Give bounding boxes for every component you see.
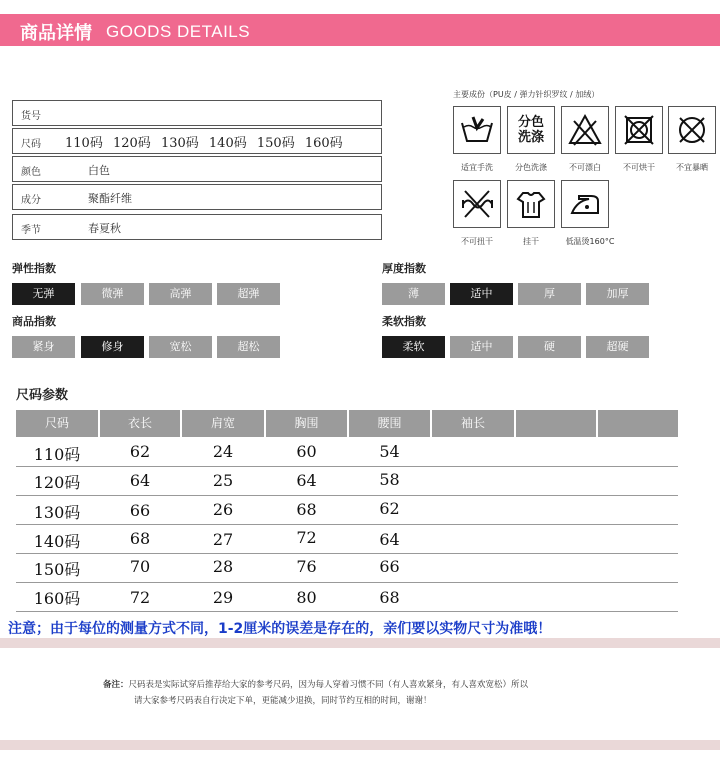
table-header-cell [516,410,596,437]
footnote-text-1: 尺码表是实际试穿后推荐给大家的参考尺码，因为每人穿着习惯不同（有人喜欢紧身，有人喜欢宽松）所以 [128,680,529,690]
table-cell: 29 [212,588,234,607]
table-cell: 66 [129,501,151,520]
separate-wash-icon [507,106,555,154]
table-header-cell [598,410,678,437]
info-row-size [12,128,382,154]
softness-option: 超硬 [586,336,649,358]
table-cell: 64 [296,471,317,490]
size-item: 160码 [304,136,343,151]
size-item: 110码 [65,136,103,151]
care-label: 分色洗涤 [515,163,547,172]
hand-wash-icon [453,106,501,154]
table-cell: 130码 [33,503,81,522]
table-cell: 54 [379,442,400,461]
info-row-season [12,214,382,240]
table-row-divider [16,524,678,525]
table-cell: 28 [212,557,234,576]
table-header-cell: 袖长 [432,410,514,437]
care-label: 不可扭干 [461,237,493,246]
fit-option: 修身 [81,336,144,358]
no-dry-clean-icon [668,106,716,154]
care-label: 低温烫160°C [565,237,615,246]
care-title: 主要成份（PU皮 / 弹力针织罗纹 / 加绒） [453,90,600,99]
separate-wash-text: 分色洗涤 [517,115,544,145]
material-label: 成分 [21,195,41,206]
size-table-title: 尺码参数 [16,388,69,403]
table-header-cell: 腰围 [349,410,430,437]
table-cell: 66 [379,557,400,576]
softness-option: 硬 [518,336,581,358]
thickness-option: 适中 [450,283,513,305]
care-label: 适宜手洗 [461,163,493,172]
header-title-zh: 商品详情 [20,23,92,44]
table-cell: 64 [129,471,151,490]
table-cell: 68 [296,500,317,519]
size-item: 130码 [160,136,199,151]
table-header-cell: 肩宽 [182,410,264,437]
softness-option: 适中 [450,336,513,358]
footnote-label: 备注： [103,680,129,690]
footnote-text-2: 请大家参考尺码表自行决定下单，更能减少退换，同时节约互相的时间，谢谢！ [134,696,432,706]
no-tumble-dry-icon [615,106,663,154]
table-cell: 60 [296,442,317,461]
divider-band [0,740,720,750]
low-iron-icon [561,180,609,228]
care-label: 挂干 [523,237,539,246]
table-cell: 62 [129,442,151,461]
care-label: 不可漂白 [569,163,601,172]
footnote-line1 [103,678,528,690]
elasticity-option: 无弹 [12,283,75,305]
info-row-color [12,156,382,182]
item-no-label: 货号 [21,111,41,122]
season-label: 季节 [21,225,41,236]
softness-title: 柔软指数 [382,315,426,328]
table-cell: 58 [379,470,400,489]
table-cell: 150码 [33,560,81,579]
table-header-cell: 胸围 [266,410,347,437]
table-cell: 76 [296,557,317,576]
thickness-option: 加厚 [586,283,649,305]
table-cell: 27 [212,530,234,549]
table-cell: 110码 [33,445,81,464]
table-cell: 24 [212,442,234,461]
size-list [65,132,349,151]
table-cell: 68 [379,588,400,607]
elasticity-option: 超弹 [217,283,280,305]
fit-option: 紧身 [12,336,75,358]
fit-option: 宽松 [149,336,212,358]
table-cell: 140码 [33,532,81,551]
table-cell: 70 [129,557,151,576]
table-cell: 120码 [33,473,81,492]
table-row-divider [16,466,678,467]
info-row-item-no [12,100,382,126]
table-cell: 26 [212,500,234,519]
table-row-divider [16,495,678,496]
elasticity-option: 高弹 [149,283,212,305]
header-banner [0,14,720,46]
softness-option: 柔软 [382,336,445,358]
table-cell: 80 [296,588,317,607]
table-cell: 72 [129,588,151,607]
care-label: 不宜暴晒 [676,163,708,172]
thickness-option: 厚 [518,283,581,305]
no-bleach-icon [561,106,609,154]
table-row-divider [16,582,678,583]
size-item: 150码 [256,136,295,151]
size-item: 140码 [208,136,247,151]
table-header-cell: 衣长 [100,410,180,437]
table-header-cell: 尺码 [16,410,98,437]
table-cell: 64 [379,530,400,549]
no-wring-icon [453,180,501,228]
table-cell: 68 [129,529,151,548]
info-row-material [12,184,382,210]
table-row-divider [16,553,678,554]
table-cell: 160码 [33,589,81,608]
table-row-divider [16,611,678,612]
material-value: 聚酯纤维 [88,192,132,205]
thickness-title: 厚度指数 [382,262,426,275]
color-label: 颜色 [21,167,41,178]
elasticity-title: 弹性指数 [12,262,56,275]
season-value: 春夏秋 [88,222,121,235]
color-value: 白色 [88,164,110,177]
elasticity-option: 微弹 [81,283,144,305]
fit-option: 超松 [217,336,280,358]
size-item: 120码 [112,136,151,151]
fit-title: 商品指数 [12,315,56,328]
hang-dry-icon [507,180,555,228]
table-cell: 72 [296,528,317,547]
thickness-option: 薄 [382,283,445,305]
table-cell: 62 [379,499,400,518]
size-label: 尺码 [21,139,41,150]
header-title-en: GOODS DETAILS [106,22,251,41]
divider-band [0,638,720,648]
care-label: 不可烘干 [623,163,655,172]
table-cell: 25 [212,471,234,490]
measurement-notice: 注意；由于每位的测量方式不同，1-2厘米的误差是存在的，亲们要以实物尺寸为准哦！ [8,621,552,637]
